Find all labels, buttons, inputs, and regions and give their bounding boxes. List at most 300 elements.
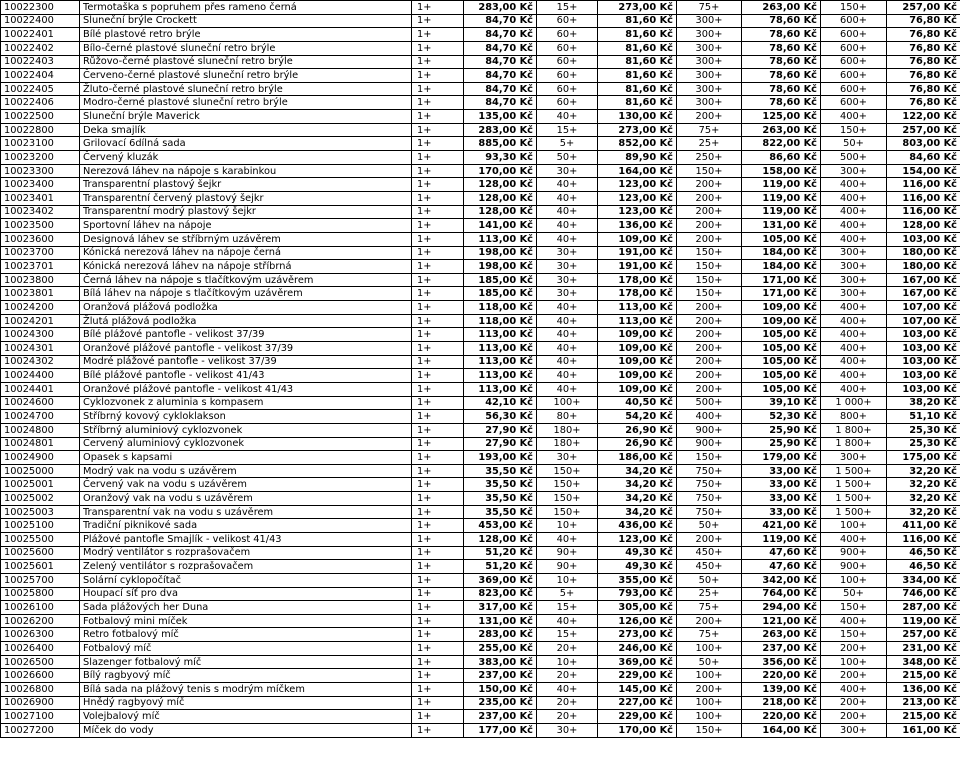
price-tier-4: 154,00 Kč (887, 164, 960, 178)
price-tier-3: 25,90 Kč (742, 423, 821, 437)
table-row (1, 82, 960, 96)
qty-tier-4: 400+ (821, 532, 887, 546)
qty-tier-4: 400+ (821, 191, 887, 205)
price-tier-3: 164,00 Kč (742, 723, 821, 737)
qty-tier-1: 1+ (412, 628, 464, 642)
qty-tier-2: 180+ (537, 437, 598, 451)
qty-tier-2: 50+ (537, 151, 598, 165)
qty-tier-1: 1+ (412, 478, 464, 492)
price-tier-3: 119,00 Kč (742, 532, 821, 546)
product-name: Sluneční brýle Crockett (80, 14, 412, 28)
table-row (1, 342, 960, 356)
qty-tier-1: 1+ (412, 573, 464, 587)
price-tier-3: 105,00 Kč (742, 342, 821, 356)
price-tier-1: 170,00 Kč (464, 164, 537, 178)
price-tier-1: 198,00 Kč (464, 246, 537, 260)
qty-tier-1: 1+ (412, 396, 464, 410)
table-row (1, 1, 960, 15)
product-name: Termotaška s popruhem přes rameno černá (80, 1, 412, 15)
price-tier-1: 150,00 Kč (464, 683, 537, 697)
qty-tier-3: 200+ (677, 301, 742, 315)
price-tier-2: 49,30 Kč (598, 560, 677, 574)
product-code: 10025800 (1, 587, 80, 601)
price-tier-2: 186,00 Kč (598, 451, 677, 465)
price-tier-3: 171,00 Kč (742, 287, 821, 301)
qty-tier-3: 75+ (677, 628, 742, 642)
price-tier-3: 109,00 Kč (742, 314, 821, 328)
product-name: Deka smajlík (80, 123, 412, 137)
price-tier-1: 383,00 Kč (464, 655, 537, 669)
qty-tier-1: 1+ (412, 723, 464, 737)
qty-tier-2: 40+ (537, 614, 598, 628)
product-code: 10024900 (1, 451, 80, 465)
price-tier-3: 139,00 Kč (742, 683, 821, 697)
qty-tier-2: 150+ (537, 464, 598, 478)
qty-tier-2: 60+ (537, 82, 598, 96)
qty-tier-3: 25+ (677, 137, 742, 151)
price-tier-3: 47,60 Kč (742, 546, 821, 560)
table-row (1, 328, 960, 342)
price-tier-1: 35,50 Kč (464, 478, 537, 492)
qty-tier-1: 1+ (412, 519, 464, 533)
qty-tier-3: 300+ (677, 41, 742, 55)
table-row (1, 478, 960, 492)
product-code: 10024302 (1, 355, 80, 369)
table-row (1, 369, 960, 383)
qty-tier-4: 300+ (821, 723, 887, 737)
price-tier-2: 178,00 Kč (598, 273, 677, 287)
product-code: 10026100 (1, 601, 80, 615)
price-tier-2: 81,60 Kč (598, 41, 677, 55)
price-tier-3: 263,00 Kč (742, 123, 821, 137)
qty-tier-4: 400+ (821, 369, 887, 383)
qty-tier-1: 1+ (412, 437, 464, 451)
qty-tier-1: 1+ (412, 151, 464, 165)
table-row (1, 546, 960, 560)
qty-tier-4: 900+ (821, 546, 887, 560)
qty-tier-4: 400+ (821, 355, 887, 369)
qty-tier-1: 1+ (412, 587, 464, 601)
qty-tier-3: 200+ (677, 328, 742, 342)
qty-tier-2: 5+ (537, 587, 598, 601)
qty-tier-1: 1+ (412, 55, 464, 69)
qty-tier-1: 1+ (412, 232, 464, 246)
price-tier-3: 342,00 Kč (742, 573, 821, 587)
product-name: Nerezová láhev na nápoje s karabinkou (80, 164, 412, 178)
price-tier-3: 33,00 Kč (742, 464, 821, 478)
qty-tier-4: 1 500+ (821, 464, 887, 478)
table-row (1, 41, 960, 55)
price-tier-2: 34,20 Kč (598, 478, 677, 492)
qty-tier-1: 1+ (412, 532, 464, 546)
qty-tier-4: 1 800+ (821, 437, 887, 451)
qty-tier-4: 500+ (821, 151, 887, 165)
qty-tier-1: 1+ (412, 1, 464, 15)
product-code: 10024800 (1, 423, 80, 437)
price-tier-3: 52,30 Kč (742, 410, 821, 424)
table-row (1, 151, 960, 165)
product-code: 10023701 (1, 260, 80, 274)
price-tier-2: 81,60 Kč (598, 28, 677, 42)
qty-tier-1: 1+ (412, 287, 464, 301)
price-tier-3: 109,00 Kč (742, 301, 821, 315)
qty-tier-4: 400+ (821, 219, 887, 233)
qty-tier-2: 60+ (537, 69, 598, 83)
price-tier-3: 105,00 Kč (742, 369, 821, 383)
price-tier-1: 113,00 Kč (464, 369, 537, 383)
price-tier-3: 33,00 Kč (742, 478, 821, 492)
price-tier-2: 40,50 Kč (598, 396, 677, 410)
price-tier-4: 287,00 Kč (887, 601, 960, 615)
qty-tier-2: 10+ (537, 519, 598, 533)
qty-tier-2: 5+ (537, 137, 598, 151)
price-tier-4: 180,00 Kč (887, 246, 960, 260)
qty-tier-2: 60+ (537, 14, 598, 28)
product-name: Stříbrný kovový cykloklakson (80, 410, 412, 424)
qty-tier-4: 200+ (821, 710, 887, 724)
price-tier-4: 76,80 Kč (887, 96, 960, 110)
price-tier-1: 113,00 Kč (464, 355, 537, 369)
price-tier-2: 229,00 Kč (598, 669, 677, 683)
price-tier-4: 76,80 Kč (887, 41, 960, 55)
price-tier-4: 213,00 Kč (887, 696, 960, 710)
qty-tier-1: 1+ (412, 342, 464, 356)
price-tier-3: 263,00 Kč (742, 1, 821, 15)
price-tier-1: 283,00 Kč (464, 123, 537, 137)
product-code: 10024700 (1, 410, 80, 424)
qty-tier-4: 800+ (821, 410, 887, 424)
qty-tier-1: 1+ (412, 601, 464, 615)
price-tier-3: 263,00 Kč (742, 628, 821, 642)
table-row (1, 273, 960, 287)
price-tier-2: 145,00 Kč (598, 683, 677, 697)
table-row (1, 164, 960, 178)
qty-tier-4: 300+ (821, 260, 887, 274)
product-name: Slazenger fotbalový míč (80, 655, 412, 669)
price-tier-4: 103,00 Kč (887, 232, 960, 246)
qty-tier-3: 150+ (677, 164, 742, 178)
price-tier-2: 109,00 Kč (598, 382, 677, 396)
product-code: 10025600 (1, 546, 80, 560)
price-tier-4: 76,80 Kč (887, 82, 960, 96)
price-tier-3: 356,00 Kč (742, 655, 821, 669)
price-tier-4: 803,00 Kč (887, 137, 960, 151)
qty-tier-1: 1+ (412, 246, 464, 260)
qty-tier-3: 200+ (677, 314, 742, 328)
product-name: Oranžová plážová podložka (80, 301, 412, 315)
price-tier-1: 177,00 Kč (464, 723, 537, 737)
price-tier-3: 421,00 Kč (742, 519, 821, 533)
price-tier-2: 81,60 Kč (598, 96, 677, 110)
price-tier-1: 42,10 Kč (464, 396, 537, 410)
price-tier-2: 123,00 Kč (598, 191, 677, 205)
table-row (1, 246, 960, 260)
qty-tier-2: 30+ (537, 164, 598, 178)
product-code: 10025003 (1, 505, 80, 519)
product-code: 10025002 (1, 492, 80, 506)
qty-tier-3: 200+ (677, 205, 742, 219)
price-tier-4: 25,30 Kč (887, 437, 960, 451)
product-name: Žluto-černé plastové sluneční retro brýle (80, 82, 412, 96)
product-code: 10026300 (1, 628, 80, 642)
product-name: Bílý ragbyový míč (80, 669, 412, 683)
price-tier-1: 193,00 Kč (464, 451, 537, 465)
qty-tier-4: 900+ (821, 560, 887, 574)
price-tier-4: 51,10 Kč (887, 410, 960, 424)
table-row (1, 723, 960, 737)
product-code: 10026900 (1, 696, 80, 710)
product-name: Fotbalový míč (80, 642, 412, 656)
product-name: Kónická nerezová láhev na nápoje stříbrná (80, 260, 412, 274)
product-name: Bílo-černé plastové sluneční retro brýle (80, 41, 412, 55)
table-row (1, 191, 960, 205)
table-row (1, 314, 960, 328)
qty-tier-2: 10+ (537, 655, 598, 669)
price-tier-2: 369,00 Kč (598, 655, 677, 669)
table-row (1, 69, 960, 83)
price-tier-1: 283,00 Kč (464, 628, 537, 642)
price-tier-3: 78,60 Kč (742, 96, 821, 110)
price-tier-1: 84,70 Kč (464, 14, 537, 28)
price-tier-2: 26,90 Kč (598, 437, 677, 451)
qty-tier-2: 15+ (537, 1, 598, 15)
price-tier-2: 126,00 Kč (598, 614, 677, 628)
price-tier-1: 823,00 Kč (464, 587, 537, 601)
qty-tier-1: 1+ (412, 669, 464, 683)
product-name: Grilovací 6dílná sada (80, 137, 412, 151)
table-row (1, 28, 960, 42)
qty-tier-2: 40+ (537, 191, 598, 205)
price-tier-3: 184,00 Kč (742, 260, 821, 274)
price-tier-2: 191,00 Kč (598, 246, 677, 260)
table-row (1, 178, 960, 192)
qty-tier-3: 750+ (677, 492, 742, 506)
product-code: 10022300 (1, 1, 80, 15)
qty-tier-1: 1+ (412, 14, 464, 28)
product-code: 10024200 (1, 301, 80, 315)
qty-tier-3: 100+ (677, 710, 742, 724)
price-tier-1: 27,90 Kč (464, 437, 537, 451)
table-row (1, 451, 960, 465)
table-row (1, 437, 960, 451)
table-row (1, 232, 960, 246)
price-tier-3: 294,00 Kč (742, 601, 821, 615)
product-name: Transparentní plastový šejkr (80, 178, 412, 192)
price-tier-1: 128,00 Kč (464, 191, 537, 205)
price-tier-2: 34,20 Kč (598, 505, 677, 519)
product-name: Transparentní modrý plastový šejkr (80, 205, 412, 219)
product-code: 10022405 (1, 82, 80, 96)
price-tier-2: 852,00 Kč (598, 137, 677, 151)
qty-tier-3: 150+ (677, 287, 742, 301)
product-code: 10026600 (1, 669, 80, 683)
price-tier-1: 255,00 Kč (464, 642, 537, 656)
qty-tier-4: 150+ (821, 123, 887, 137)
table-row (1, 110, 960, 124)
qty-tier-2: 40+ (537, 369, 598, 383)
product-code: 10023801 (1, 287, 80, 301)
qty-tier-3: 250+ (677, 151, 742, 165)
price-tier-4: 32,20 Kč (887, 492, 960, 506)
qty-tier-3: 200+ (677, 232, 742, 246)
price-tier-2: 123,00 Kč (598, 532, 677, 546)
qty-tier-3: 150+ (677, 273, 742, 287)
qty-tier-3: 400+ (677, 410, 742, 424)
product-code: 10023400 (1, 178, 80, 192)
qty-tier-1: 1+ (412, 683, 464, 697)
table-row (1, 642, 960, 656)
qty-tier-3: 300+ (677, 55, 742, 69)
price-tier-1: 84,70 Kč (464, 69, 537, 83)
product-name: Sada plážových her Duna (80, 601, 412, 615)
product-name: Červený vak na vodu s uzávěrem (80, 478, 412, 492)
product-name: Solární cyklopočítač (80, 573, 412, 587)
qty-tier-1: 1+ (412, 369, 464, 383)
price-tier-1: 369,00 Kč (464, 573, 537, 587)
qty-tier-1: 1+ (412, 614, 464, 628)
qty-tier-4: 600+ (821, 69, 887, 83)
product-name: Bílé plážové pantofle - velikost 41/43 (80, 369, 412, 383)
qty-tier-1: 1+ (412, 260, 464, 274)
price-tier-3: 78,60 Kč (742, 28, 821, 42)
price-tier-4: 76,80 Kč (887, 28, 960, 42)
qty-tier-2: 15+ (537, 628, 598, 642)
product-code: 10022403 (1, 55, 80, 69)
price-tier-1: 317,00 Kč (464, 601, 537, 615)
qty-tier-4: 300+ (821, 273, 887, 287)
product-code: 10023700 (1, 246, 80, 260)
price-tier-2: 227,00 Kč (598, 696, 677, 710)
price-tier-3: 125,00 Kč (742, 110, 821, 124)
qty-tier-3: 200+ (677, 532, 742, 546)
table-row (1, 423, 960, 437)
product-code: 10025100 (1, 519, 80, 533)
product-code: 10022500 (1, 110, 80, 124)
product-name: Hnědý ragbyový míč (80, 696, 412, 710)
qty-tier-3: 900+ (677, 423, 742, 437)
qty-tier-1: 1+ (412, 178, 464, 192)
qty-tier-2: 90+ (537, 546, 598, 560)
qty-tier-1: 1+ (412, 451, 464, 465)
table-row (1, 505, 960, 519)
price-tier-2: 113,00 Kč (598, 314, 677, 328)
qty-tier-4: 300+ (821, 287, 887, 301)
price-tier-2: 793,00 Kč (598, 587, 677, 601)
qty-tier-3: 200+ (677, 191, 742, 205)
price-tier-1: 235,00 Kč (464, 696, 537, 710)
qty-tier-4: 1 500+ (821, 478, 887, 492)
product-code: 10024600 (1, 396, 80, 410)
price-tier-4: 348,00 Kč (887, 655, 960, 669)
table-row (1, 683, 960, 697)
qty-tier-1: 1+ (412, 710, 464, 724)
price-tier-1: 185,00 Kč (464, 273, 537, 287)
qty-tier-2: 15+ (537, 601, 598, 615)
product-code: 10026800 (1, 683, 80, 697)
price-tier-4: 215,00 Kč (887, 669, 960, 683)
qty-tier-2: 30+ (537, 723, 598, 737)
qty-tier-2: 40+ (537, 301, 598, 315)
qty-tier-4: 1 000+ (821, 396, 887, 410)
price-tier-4: 257,00 Kč (887, 1, 960, 15)
product-code: 10026500 (1, 655, 80, 669)
table-row (1, 669, 960, 683)
qty-tier-3: 100+ (677, 696, 742, 710)
price-tier-3: 33,00 Kč (742, 492, 821, 506)
product-code: 10022404 (1, 69, 80, 83)
price-tier-4: 76,80 Kč (887, 69, 960, 83)
product-name: Retro fotbalový míč (80, 628, 412, 642)
price-tier-4: 231,00 Kč (887, 642, 960, 656)
price-tier-4: 122,00 Kč (887, 110, 960, 124)
table-row (1, 492, 960, 506)
qty-tier-4: 1 500+ (821, 505, 887, 519)
product-code: 10024400 (1, 369, 80, 383)
qty-tier-3: 50+ (677, 573, 742, 587)
table-row (1, 410, 960, 424)
product-code: 10025500 (1, 532, 80, 546)
price-table-body (1, 1, 960, 738)
qty-tier-4: 200+ (821, 696, 887, 710)
price-tier-3: 86,60 Kč (742, 151, 821, 165)
qty-tier-2: 40+ (537, 205, 598, 219)
table-row (1, 287, 960, 301)
qty-tier-2: 15+ (537, 123, 598, 137)
qty-tier-3: 200+ (677, 614, 742, 628)
qty-tier-2: 30+ (537, 246, 598, 260)
qty-tier-2: 180+ (537, 423, 598, 437)
product-name: Bílá sada na plážový tenis s modrým míčkem (80, 683, 412, 697)
qty-tier-3: 450+ (677, 560, 742, 574)
product-name: Transparentní vak na vodu s uzávěrem (80, 505, 412, 519)
price-tier-4: 257,00 Kč (887, 123, 960, 137)
price-tier-2: 113,00 Kč (598, 301, 677, 315)
qty-tier-2: 20+ (537, 669, 598, 683)
table-row (1, 137, 960, 151)
price-tier-3: 105,00 Kč (742, 382, 821, 396)
qty-tier-4: 600+ (821, 14, 887, 28)
price-tier-4: 136,00 Kč (887, 683, 960, 697)
qty-tier-1: 1+ (412, 423, 464, 437)
product-code: 10022400 (1, 14, 80, 28)
price-tier-4: 180,00 Kč (887, 260, 960, 274)
qty-tier-3: 750+ (677, 464, 742, 478)
price-tier-2: 109,00 Kč (598, 342, 677, 356)
product-name: Modrý ventilátor s rozprašovačem (80, 546, 412, 560)
product-code: 10023600 (1, 232, 80, 246)
price-tier-3: 764,00 Kč (742, 587, 821, 601)
product-code: 10023401 (1, 191, 80, 205)
product-name: Bílé plážové pantofle - velikost 37/39 (80, 328, 412, 342)
qty-tier-2: 60+ (537, 28, 598, 42)
qty-tier-4: 400+ (821, 382, 887, 396)
qty-tier-2: 20+ (537, 696, 598, 710)
price-tier-2: 49,30 Kč (598, 546, 677, 560)
product-name: Červeno-černé plastové sluneční retro brýle (80, 69, 412, 83)
price-tier-4: 32,20 Kč (887, 478, 960, 492)
qty-tier-3: 300+ (677, 82, 742, 96)
product-code: 10023100 (1, 137, 80, 151)
product-code: 10025001 (1, 478, 80, 492)
price-tier-3: 25,90 Kč (742, 437, 821, 451)
table-row (1, 301, 960, 315)
qty-tier-3: 100+ (677, 669, 742, 683)
qty-tier-2: 40+ (537, 683, 598, 697)
price-tier-4: 116,00 Kč (887, 178, 960, 192)
qty-tier-4: 1 500+ (821, 492, 887, 506)
qty-tier-2: 100+ (537, 396, 598, 410)
product-code: 10022402 (1, 41, 80, 55)
